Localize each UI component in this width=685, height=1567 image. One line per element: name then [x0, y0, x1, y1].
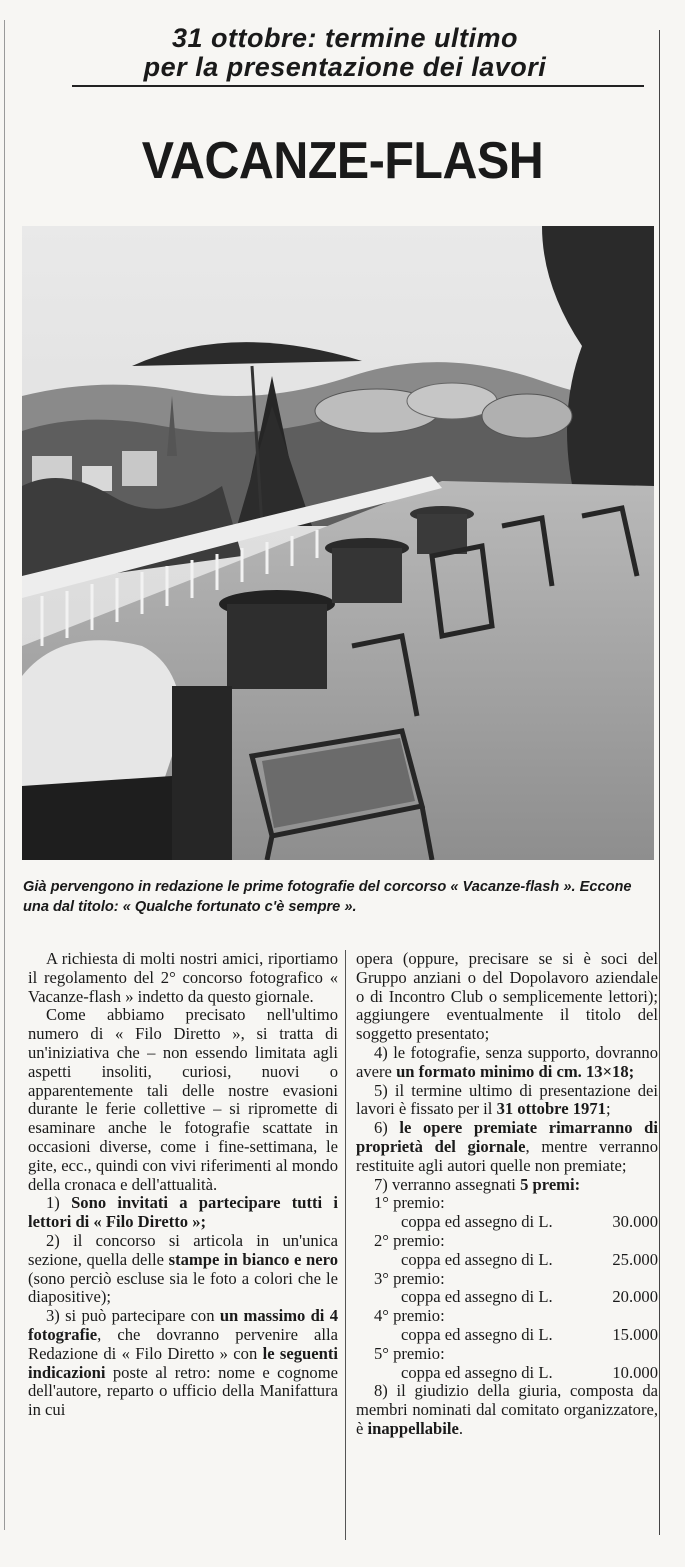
- paragraph-description: Come abbiamo precisato nell'ultimo numero di « Filo Diretto », si tratta di un'iniziativa che – non essendo limitata agli aspetti insoliti, curiosi, nuovi o apparentemente tali delle nostre evasioni durante le ferie collettive – si ripromette di esaminare anche le fotografie scattate in occasioni diverse, come i fine-settimana, le gite, ecc., quindi con vivi riferimenti al mondo della cronaca e dell'attualità.: [28, 1005, 338, 1194]
- rule-1: 1) Sono invitati a partecipare tutti i lettori di « Filo Diretto »;: [28, 1193, 338, 1232]
- prize-2-rank: 2° premio:: [374, 1230, 445, 1250]
- prize-list: [356, 1194, 658, 1382]
- kicker: [60, 24, 630, 82]
- kicker-line-2: per la presentazione dei lavori: [143, 52, 547, 82]
- rule-6: 6) le opere premiate rimarranno di proprietà del giornale, mentre verranno restituite agli autori quelle non premiate;: [356, 1118, 658, 1175]
- rule-5: 5) il termine ultimo di presentazione dei lavori è fissato per il 31 ottobre 1971;: [356, 1080, 658, 1119]
- headline: VACANZE-FLASH: [141, 132, 544, 190]
- photo-caption: Già pervengono in redazione le prime fotografie del corcorso « Vacanze-flash ». Eccone una dal titolo: « Qualche fortunato c'è sempre ».: [23, 879, 632, 915]
- column-divider: [345, 950, 346, 1540]
- prize-4-detail: coppa ed assegno di L. 15.000: [401, 1324, 658, 1344]
- rule-3-continued: opera (oppure, precisare se si è soci del Gruppo anziani o del Dopolavoro aziendale o di Incontro Club o semplicemente lettori); aggiungere eventualmente il titolo del soggetto presentato;: [356, 949, 658, 1044]
- prize-2-detail: coppa ed assegno di L. 25.000: [401, 1249, 658, 1269]
- prize-3-detail: coppa ed assegno di L. 20.000: [401, 1287, 658, 1307]
- terrace-photo: [22, 226, 654, 860]
- prize-3-rank: 3° premio:: [374, 1268, 445, 1288]
- rule-3: 3) si può partecipare con un massimo di 4 fotografie, che dovranno pervenire alla Redazione di « Filo Diretto » con le seguenti indicazioni poste al retro: nome e cognome dell'autore, reparto o ufficio della Manifattura in cui: [28, 1306, 338, 1420]
- prize-5-detail: coppa ed assegno di L. 10.000: [401, 1362, 658, 1382]
- kicker-rule: [72, 85, 644, 87]
- rule-4: 4) le fotografie, senza supporto, dovranno avere un formato minimo di cm. 13×18;: [356, 1042, 658, 1081]
- prize-1-detail: coppa ed assegno di L. 30.000: [401, 1212, 658, 1232]
- rule-2: 2) il concorso si articola in un'unica sezione, quella delle stampe in bianco e nero (sono perciò escluse sia le foto a colori che le diapositive);: [28, 1230, 339, 1307]
- kicker-line-1: 31 ottobre: termine ultimo: [171, 23, 519, 53]
- paragraph-intro: A richiesta di molti nostri amici, riportiamo il regolamento del 2° concorso fotografico « Vacanze-flash » indetto da questo giornale.: [28, 949, 338, 1006]
- right-border-line: [659, 30, 660, 1535]
- rule-7: 7) verranno assegnati 5 premi:: [374, 1174, 581, 1194]
- prize-5-rank: 5° premio:: [374, 1343, 445, 1363]
- rule-8: 8) il giudizio della giuria, composta da membri nominati dal comitato organizzatore, è inappellabile.: [356, 1381, 658, 1438]
- prize-4-rank: 4° premio:: [374, 1306, 445, 1326]
- article-column-left: [28, 950, 338, 1420]
- terrace-photo-illustration: [22, 226, 654, 860]
- prize-1-rank: 1° premio:: [374, 1193, 445, 1213]
- article-column-right: [356, 950, 658, 1439]
- left-border-line: [4, 20, 5, 1530]
